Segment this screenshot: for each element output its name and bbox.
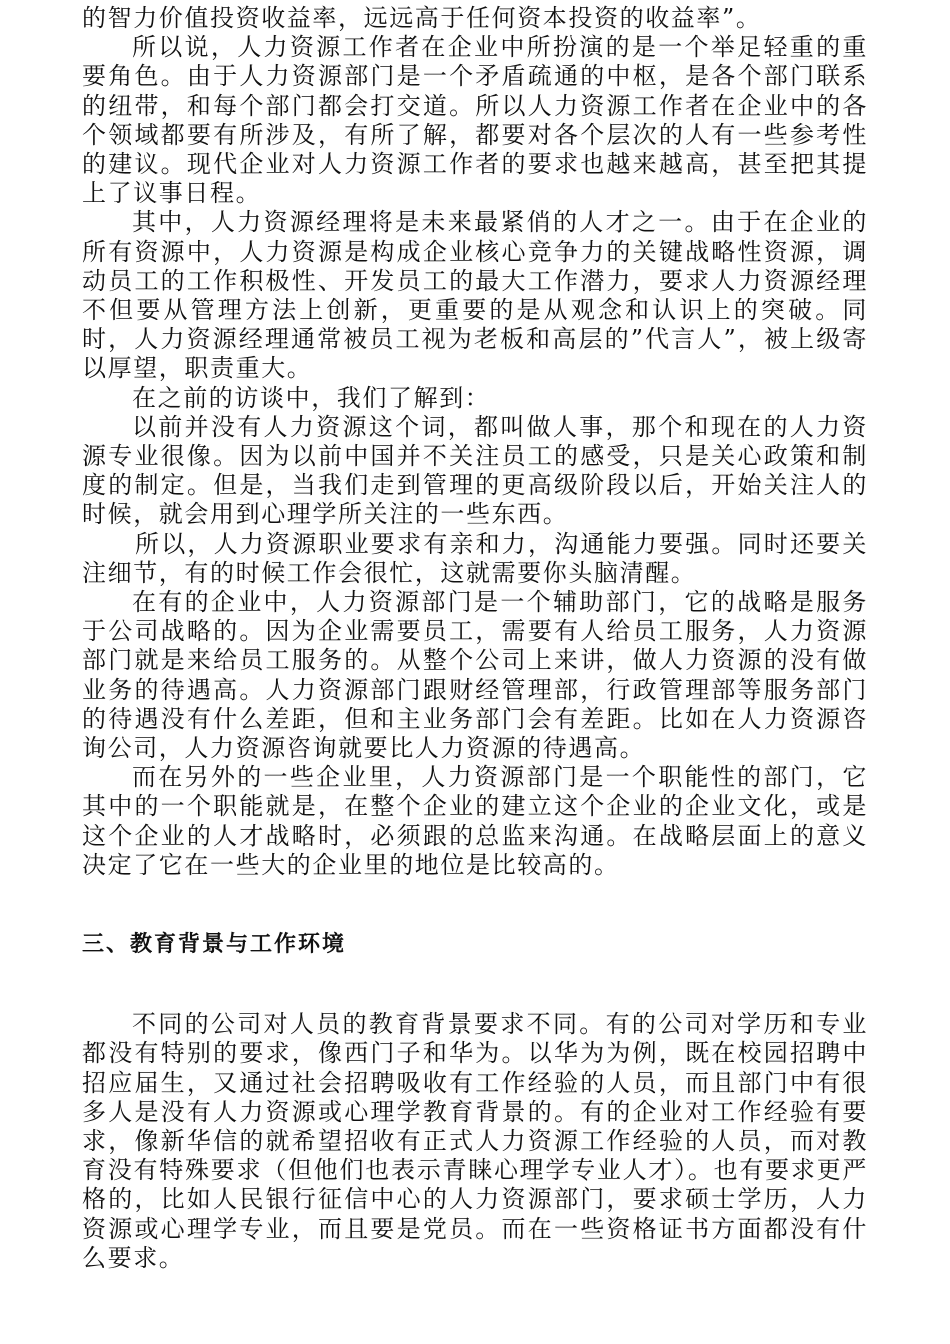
paragraph-hr-manager: 其中，人力资源经理将是未来最紧俏的人才之一。由于在企业的所有资源中，人力资源是构成企业核心竞争力的关键战略性资源，调动员工的工作积极性、开发员工的最大工作潜力，要求人力资源经理不但要从管理方法上创新，更重要的是从观念和认识上的突破。同时，人力资源经理通常被员工视为老板和高层的”代言人”，被上级寄以厚望，职责重大。: [82, 208, 868, 383]
paragraph-hr-role: 所以说，人力资源工作者在企业中所扮演的是一个举足轻重的重要角色。由于人力资源部门是一个矛盾疏通的中枢，是各个部门联系的纽带，和每个部门都会打交道。所以人力资源工作者在企业中的各个领域都要有所涉及，有所了解，都要对各个层次的人有一些参考性的建议。现代企业对人力资源工作者的要求也越来越高，甚至把其提上了议事日程。: [82, 33, 868, 208]
paragraph-interview-skills: 所以，人力资源职业要求有亲和力，沟通能力要强。同时还要关注细节，有的时候工作会很忙，这就需要你头脑清醒。: [82, 529, 868, 587]
paragraph-interview-intro: 在之前的访谈中，我们了解到：: [132, 383, 491, 412]
section-heading: 三、教育背景与工作环境: [82, 932, 347, 958]
paragraph-functional-department: 而在另外的一些企业里，人力资源部门是一个职能性的部门，它其中的一个职能就是，在整个企业的建立这个企业的企业文化，或是这个企业的人才战略时，必须跟的总监来沟通。在战略层面上的意义决定了它在一些大的企业里的地位是比较高的。: [82, 763, 868, 879]
document-page: [82, 4, 868, 1273]
paragraph-continuation: 的智力价值投资收益率，远远高于任何资本投资的收益率”。: [82, 4, 762, 32]
paragraph-education-background: 不同的公司对人员的教育背景要求不同。有的公司对学历和专业都没有特别的要求，像西门子和华为。以华为为例，既在校园招聘中招应届生，又通过社会招聘吸收有工作经验的人员，而且部门中有很多人是没有人力资源或心理学教育背景的。有的企业对工作经验有要求，像新华信的就希望招收有正式人力资源工作经验的人员，而对教育没有特殊要求（但他们也表示青睐心理学专业人才）。也有要求更严格的，比如人民银行征信中心的人力资源部门，要求硕士学历，人力资源或心理学专业，而且要是党员。而在一些资格证书方面都没有什么要求。: [82, 1010, 868, 1272]
paragraph-support-department: 在有的企业中，人力资源部门是一个辅助部门，它的战略是服务于公司战略的。因为企业需要员工，需要有人给员工服务，人力资源部门就是来给员工服务的。从整个公司上来讲，做人力资源的没有做业务的待遇高。人力资源部门跟财经管理部，行政管理部等服务部门的待遇没有什么差距，但和主业务部门会有差距。比如在人力资源咨询公司，人力资源咨询就要比人力资源的待遇高。: [82, 588, 868, 763]
paragraph-interview-history: 以前并没有人力资源这个词，都叫做人事，那个和现在的人力资源专业很像。因为以前中国并不关注员工的感受，只是关心政策和制度的制定。但是，当我们走到管理的更高级阶段以后，开始关注人的时候，就会用到心理学所关注的一些东西。: [82, 412, 868, 529]
